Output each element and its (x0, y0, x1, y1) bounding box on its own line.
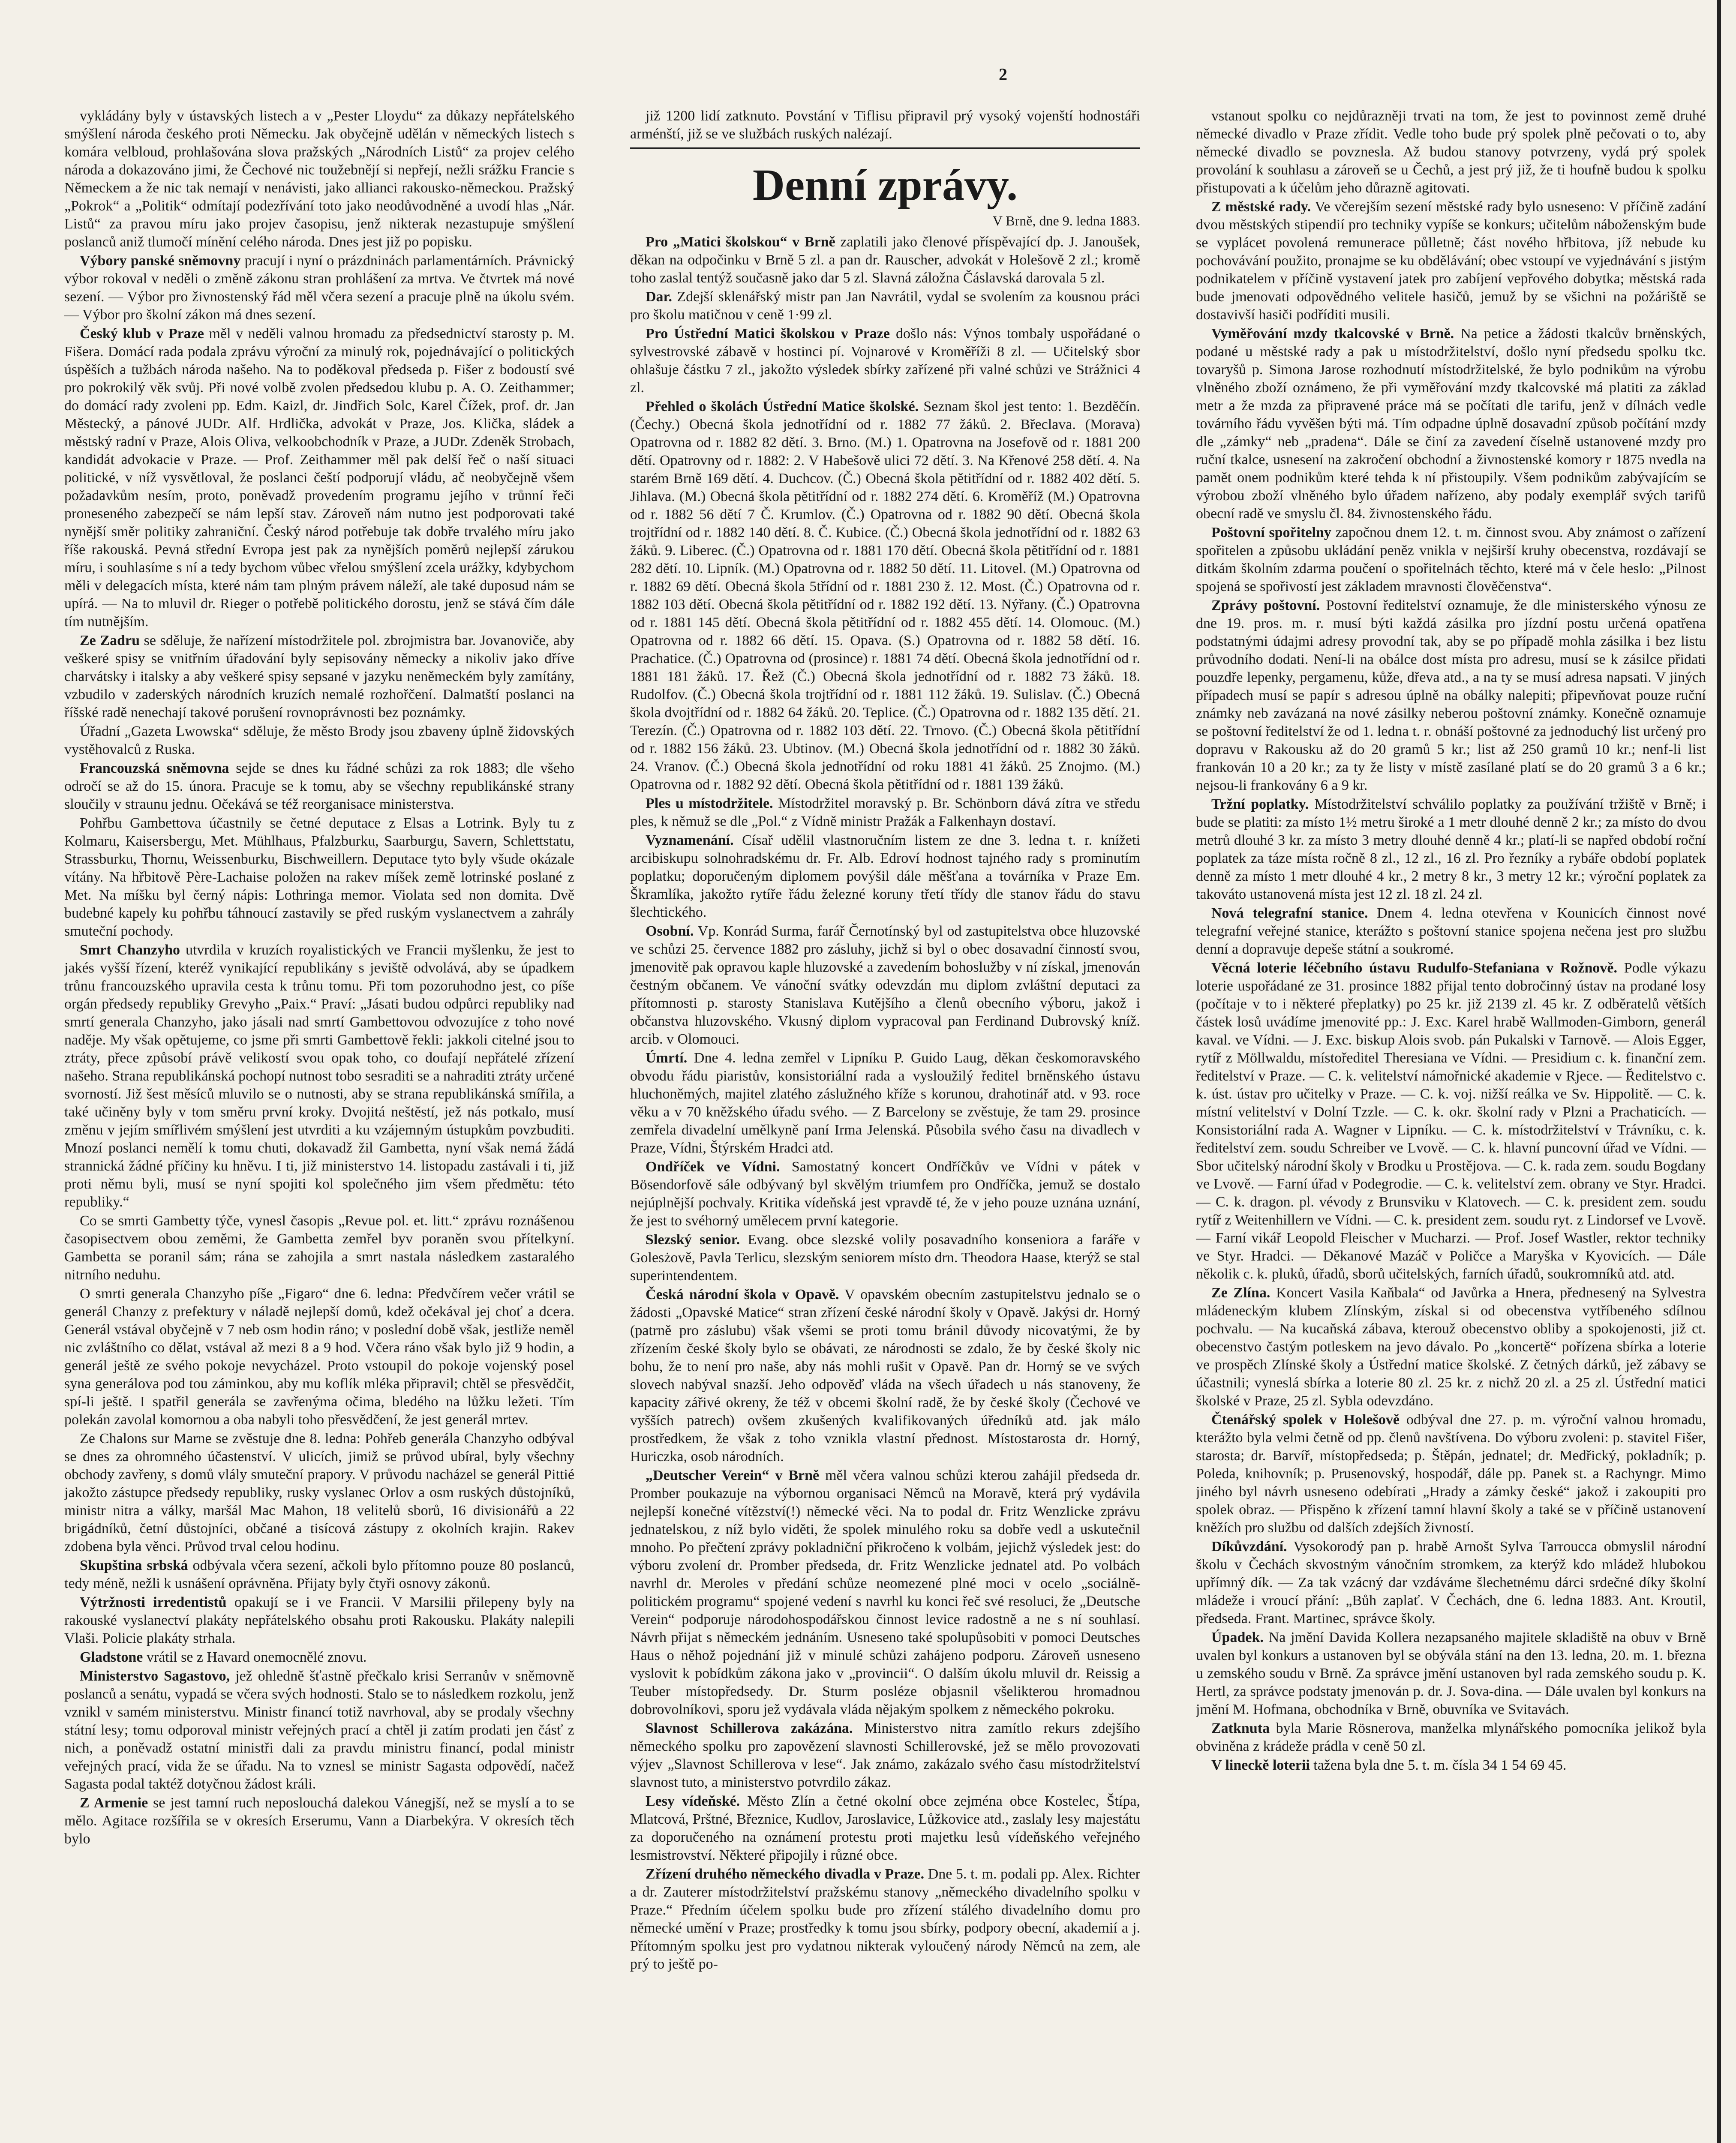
section-rule (630, 147, 1140, 149)
article-text: Město Zlín a četné okolní obce zejména obce Kostelec, Štípa, Mlatcová, Prštné, Březnice, Kudlov, Jaroslavice, Lůžkovice atd., zaslaly lesy majestátu za doporučeného na oznámení protestu proti majetku lesů vídeňského veřejného lesmistrovství. Některé připojily i různé obce. (630, 1793, 1140, 1863)
article-heading: Ondříček ve Vídni. (646, 1159, 780, 1175)
article-paragraph (64, 1648, 574, 1666)
article-paragraph (1196, 904, 1706, 958)
article-paragraph (64, 325, 574, 631)
article-paragraph (1196, 1411, 1706, 1537)
article-text: Seznam škol jest tento: 1. Bezděčín. (Čechy.) Obecná škola jednotřídní od r. 1882 77 žáků. 2. Břeclava. (Morava) Opatrovna od r. 1882 82 dětí. 3. Brno. (M.) 1. Opatrovna na Josefově od r. 1881 200 dětí. Opatrovny od r. 1882: 2. V Habešově ulici 72 dětí. 3. Na Křenové 258 dětí. 4. Na starém Brně 169 dětí. 4. Duchcov. (Č.) Obecná škola pětitřídní od r. 1882 402 dětí. 5. Jihlava. (M.) Obecná škola pětitřídní od r. 1882 274 dětí. 6. Kroměříž (M.) Opatrovna od r. 1882 56 dětí 7 Č. Krumlov. (Č.) Opatrovna od r. 1882 90 dětí. Obecná škola trojtřídní od r. 1882 140 dětí. 8. Č. Kubice. (Č.) Obecná škola jednotřídní od r. 1882 63 žáků. 9. Liberec. (Č.) Opatrovna od r. 1881 170 dětí. Obecná škola pětitřídní od r. 1881 282 dětí. 10. Lipník. (M.) Opatrovna od r. 1882 50 dětí. 11. Litovel. (M.) Opatrovna od r. 1882 69 dětí. Obecná škola 5třídní od r. 1881 230 ž. 12. Most. (Č.) Opatrovna od r. 1882 103 dětí. Obecná škola pětitřídní od r. 1882 192 dětí. 13. Nýřany. (Č.) Opatrovna od r. 1881 145 dětí. Obecná škola pětitřídní od r. 1882 455 dětí. 14. Olomouc. (M.) Opatrovna od r. 1882 66 dětí. 15. Opava. (S.) Opatrovna od r. 1882 58 dětí. 16. Prachatice. (Č.) Opatrovna od (prosince) r. 1881 74 dětí. Obecná škola jednotřídní od r. 1881 181 žáků. 17. Řež (Č.) Obecná škola jednotřídní od r. 1882 73 žáků. 18. Rudolfov. (Č.) Obecná škola trojtřídní od r. 1881 112 žáků. 19. Sulislav. (Č.) Obecná škola dvojtřídní od r. 1882 64 žáků. 20. Teplice. (Č.) Opatrovna od r. 1882 135 dětí. 21. Terezín. (Č.) Opatrovna od r. 1882 103 dětí. 22. Trnovo. (Č.) Obecná škola pětitřídní od r. 1882 156 žáků. 23. Ubtinov. (M.) Obecná škola jednotřídní od r. 1882 30 žáků. 24. Vranov. (Č.) Obecná škola jednotřídní od roku 1881 41 žáků. 25 Znojmo. (M.) Opatrovna od r. 1882 92 dětí. Obecná škola pětitřídní od r. 1881 139 žáků. (630, 399, 1140, 792)
article-paragraph (630, 1231, 1140, 1285)
column-politics (64, 107, 574, 2143)
article-heading: Zatknuta (1211, 1720, 1270, 1736)
article-text: Samostatný koncert Ondříčkův ve Vídni v pátek v Bösendorfově sále odbývaný byl skvělým triumfem pro Ondříčka, jemuž se dostalo nejúplnější pochvaly. Kritika vídeňská jest vpravdě té, že v jeho pouze uznána uznání, že jest to svéhorný umělecem první kategorie. (630, 1159, 1140, 1229)
article-heading: Česká národní škola v Opavě. (646, 1287, 839, 1303)
article-paragraph (630, 1286, 1140, 1466)
article-text: došlo nás: Výnos tombaly uspořádané o sylvestrovské zábavě v hostinci pí. Vojnarové v Kroměříži 8 zl. — Učitelský sbor ohlašuje částku 7 zl., jakožto výsledek sbírky zařízené při valné schůzi ve Strážnici 4 zl. (630, 326, 1140, 396)
article-paragraph (1196, 107, 1706, 197)
article-heading: Úmrtí. (646, 1050, 688, 1066)
article-text: Pohřbu Gambettova účastnily se četné deputace z Elsas a Lotrink. Byly tu z Kolmaru, Kaisersbergu, Met. Mühlhaus, Pfalzburku, Saarburgu, Savern, Schlettstatu, Strassburku, Thornu, Weissenburku, Bischweillern. Deputace tyto byly všude okázale vítány. Na hřbitově Père-Lachaise položen na rakev míšek země lotrinské poslané z Met. Na míšku byl černý nápis: Lothringa memor. Violata sed non domita. Dvě budebné kapely ku pohřbu táhnoucí zastavily se před ruským vyslanectvem a zahrály smuteční pochody. (64, 815, 574, 939)
article-heading: Zprávy poštovní. (1211, 597, 1320, 613)
article-text: Vysokorodý pan p. hrabě Arnošt Sylva Tarroucca obmyslil národní školu v Čechách skvostným vánočním stromkem, za kterýž kdo mládež hlubokou upřímný dík. — Za tak vzácný dar vzdáváme šlechetnému dárci srdečné díky školní mládeže i vroucí přání: „Bůh zaplať. V Čechách, dne 6. ledna 1883. Ant. Kroutil, předseda. Frant. Martinec, správce školy. (1196, 1539, 1706, 1627)
article-heading: Dar. (646, 289, 673, 305)
article-text: Úřadní „Gazeta Lwowska“ sděluje, že město Brody jsou zbaveny úplně židovských vystěhovalců z Ruska. (64, 723, 574, 757)
article-text: vstanout spolku co nejdůrazněji trvati na tom, že jest to povinnost země druhé německé divadlo v Praze zřídit. Vedle toho bude prý spolek plně pečovati o to, aby německé divadlo se povznesla. Až budou stanovy potvrzeny, vydá prý spolek provolání k souhlasu a zároveň se u Čechů, a jest prý již, že ti houfně budou k spolku přistupovati a k účelům jeho důrazně agitovati. (1196, 108, 1706, 196)
article-paragraph (64, 252, 574, 324)
article-paragraph (1196, 198, 1706, 324)
article-heading: Ministerstvo Sagastovo, (80, 1668, 230, 1684)
article-text: Podle výkazu loterie uspořádané ze 31. prosince 1882 přijal tento dobročinný ústav na prodané losy (počítaje v to i některé přeplatky) po 25 kr. již 2139 zl. 45 kr. Z odběratelů větších částek losů uvádíme jmenovité pp.: J. Exc. Karel hrabě Wallmoden-Gimborn, generál kaval. ve Vídni. — J. Exc. biskup Alois svob. pán Pukalski v Tarnově. — Alois Egger, rytíř z Möllwaldu, místoředitel Theresiana ve Vídni. — Presidium c. k. finanční zem. ředitelství v Praze. — C. k. velitelství námořnické akademie v Rjece. — Ředitelstvo c. k. úst. ústav pro učitelky v Praze. — C. k. voj. nižší reálka ve Sv. Hippolitě. — C. k. místní velitelství v Dolní Tzzle. — C. k. okr. školní rady v Plzni a Prachaticích. — Konsistoriální rada A. Wagner v Lipníku. — C. k. místodržitelství v Trávníku, c. k. ředitelství zem. soudu Schreiber ve Lvově. — C. k. hlavní puncovní úřad ve Vídni. — Sbor učitelský národní školy v Brodku u Prostějova. — C. k. rada zem. soudu Bogdany ve Lvově. — Farní úřad v Podegrodie. — C. k. velitelství zem. obrany ve Styr. Hradci. — C. k. dragon. pl. vévody z Brunsviku v Klatovech. — C. k. president zem. soudu rytíř z Weitenhillern ve Vídni. — C. k. president zem. soudu ryt. z Lindorsef ve Lvově. — Farní vikář Leopold Fleischer v Mucharzi. — Prof. Josef Wastler, rektor techniky ve Styr. Hradci. — Děkanové Mazáč v Poličce a Maryška v Kyovicích. — Dále několik c. k. pluků, úřadů, sborů učitelských, farních úřadů, soukromníků atd. atd. (1196, 960, 1706, 1282)
article-paragraph (1196, 1538, 1706, 1628)
article-text: měl v neděli valnou hromadu za předsednictví starosty p. M. Fišera. Domácí rada podala zprávu výroční za minulý rok, pojednávající o politických úspěších a tužbách národa našeho. Na to poděkoval předseda p. Fišer z bodoustí své pro pokrokilý věk svůj. Při nové volbě zvolen předsedou klubu p. A. O. Zeithammer; do domácí rady zvoleni pp. Edm. Kaizl, dr. Jindřich Solc, Karel Čížek, prof. dr. Jan Městecký, a pánové JUDr. Alf. Hrdlička, advokát v Praze, Jos. Klička, sládek a městský radní v Praze, Alois Oliva, velkoobchodník v Praze, a JUDr. Zdeněk Strobach, kandidát advokacie v Praze. — Prof. Zeithammer měl pak delší řeč o naší situaci politické, v níž vysvětloval, že poslanci čeští podporují vládu, ač neobyčejně všem požadavkům nesím, proto, poněvadž provedením programu jejího v trůnní řeči proneseného zabezpečí se nám lepší stav. Zároveň nám nutno jest podporovati také nynější směr politiky zahraniční. Český národ potřebuje tak dobře trvalého míru jako říše rakouská. Pevná střední Evropa jest pak za nynějších poměrů nejlepší zárukou míru, i souhlasíme s ní a tedy bychom vůbec vřelou smýšlení zcela urážky, kdybychom měli v delegacích místa, které nám tam plným právem náleží, ale také duposud nám se upírá. — Na to mluvil dr. Rieger o potřebě politického dorostu, jenž se stává čím dále tím nutnějším. (64, 326, 574, 630)
column-body (630, 233, 1140, 1973)
article-heading: Slezský senior. (646, 1232, 740, 1248)
article-text: byla Marie Rösnerova, manželka mlynářského pomocníka jelikož byla obviněna z krádeže prádla v ceně 50 zl. (1196, 1720, 1706, 1754)
article-heading: Slavnost Schillerova zakázána. (646, 1720, 853, 1736)
article-heading: Úpadek. (1211, 1630, 1264, 1645)
article-paragraph (630, 1049, 1140, 1157)
article-text: odbývala včera sezení, ačkoli bylo přítomno pouze 80 poslanců, tedy méně, nežli k usnášení oprávněna. Přijaty byly čtyři osnovy zákonů. (64, 1558, 574, 1591)
article-paragraph (1196, 1720, 1706, 1756)
article-heading: Výbory panské sněmovny (80, 253, 241, 269)
column-intro: již 1200 lidí zatknuto. Povstání v Tiflisu připravil prý vysoký vojenští hodnostáři arménští, již se ve službách ruských nalézají. (630, 108, 1140, 142)
article-paragraph (630, 325, 1140, 397)
article-text: opakují se i ve Francii. V Marsilii přilepeny byly na rakouské vyslanectví plakáty nepřátelského obsahu proti Rakousku. Plakáty nalepili Vlaši. Policie plakáty strhala. (64, 1594, 574, 1646)
article-heading: Výtržnosti irredentistů (80, 1594, 227, 1610)
article-paragraph (630, 831, 1140, 921)
article-heading: Věcná loterie léčebního ústavu Rudulfo-Stefaniana v Rožnově. (1211, 960, 1617, 976)
article-text: Na petice a žádosti tkalcův brněnských, podané u městské rady a pak u místodržitelství, došlo nyní předsedu spolku tkc. tovaryšů p. Simona Jarose rozhodnutí místodržitelské, že bylo podnikům na výrobu vlněného zboží oznámeno, že při vyměřování mzdy tkalcovské má platiti za základ metr a že mzda za připravené práce má se počítati dle tarifu, jenž v dílnách vedle továrního řádu vyvěšen býti má. Tím odpadne úplně dosavadní způsob počítání mzdy dle „zámky“ neb „pradena“. Dále se činí za zavedení číselně ustanovené mzdy pro ruční tkalce, usnesení na zakročení obchodní a živnostenské komory r 1875 nvedla na pamět onem podnikům které tehda k ní přistoupily. Všem podnikům zabývajícím se výrobou zboží vlněného bylo úřadem nařízeno, aby podaly exemplář svých tarifů obecní radě ve smyslu čl. 84. živnostenského řádu. (1196, 326, 1706, 522)
column-daily-news (630, 107, 1140, 2143)
article-text: Ve včerejším sezení městské rady bylo usneseno: V příčině zadání dvou městských stipendií pro techniky vypíše se konkurs; učitelům náboženským bude se vyplácet povolená remunerace půlletně; část nového hřbitova, jíž nebude ku pochovávání použito, pronajme se ku obdělávání; obec vstoupí ve vyjednávání s jistým podnikatelem v příčině vystavení jatek pro zabíjení vepřového dobytka; městská rada bude jmenovati odpovědného velitele hasičů, jemuž by se všichni na požáriště se dostavivší hasiči podříditi musili. (1196, 199, 1706, 323)
article-paragraph (64, 1285, 574, 1429)
article-heading: Francouzská sněmovna (80, 760, 229, 776)
article-heading: Z městské rady. (1211, 199, 1311, 215)
article-heading: Vyznamenání. (646, 832, 734, 848)
article-heading: Ze Zadru (80, 633, 140, 648)
article-text: měl včera valnou schůzi kterou zahájil předseda dr. Promber poukazuje na výbornou organisaci Němců na Moravě, která prý vydávila nejlepší konečné vítězství(!) německé věci. Na to podal dr. Fritz Wenzlicke zprávu jednatelskou, z níž bylo viděti, že spolek minulého roku sa dobře vedl a uskutečnil mnoho. Po přečtení zprávy pokladniční přikročeno k volbám, jejichž výsledek jest: do výboru zvolení dr. Promber předseda, dr. Fritz Wenzlicke jednatel atd. Po volbách navrhl dr. Meroles v předání schůze neomezené plné moci v ocelo „sociálně-politickém programu“ spojené vedení s navrhl ku konci řeč své resoluci, že „Deutsche Verein“ podporuje národohospodářskou činnost levice radostně a ne s ní souhlasí. Návrh přijat s německém jednáním. Usneseno také spolupůsobiti v pomoci Deutsches Haus o něhož pojednání již v minulé schůzi zahájeno podporu. Zároveň usneseno vyslovit k pobídkům zákona jako v „provincii“. O dalším úkolu mluvil dr. Reissig a Teuber místopředsedy. Dr. Sturm posléze objasnil všelikterou hromadnou dobrovolníkovi, sporu jež vydávala vláda nějakým spolkem z německého pokroku. (630, 1468, 1140, 1717)
column-news-continued (1196, 107, 1706, 2143)
article-text: vrátil se z Havard onemocnělé znovu. (146, 1649, 367, 1665)
article-text: Místodržitelství schválilo poplatky za používání tržiště v Brně; i bude se platiti: za místo 1½ metru široké a 1 metr dlouhé denně 2 kr.; za místo do dvou metrů dlouhé 3 kr. za místo 3 metry dlouhé denně 4 kr.; platí-li se napřed období roční poplatek za táze místa ročně 8 zl., 12 zl., 16 zl. Pro řezníky a rybáře období poplatek denně za místo 1 metr dlouhé 4 kr., 2 metry 8 kr., 3 metry 12 kr.; výroční poplatek za takováto ustanovená místa jest 12 zl. 18 zl. 24 zl. (1196, 796, 1706, 902)
article-paragraph (1196, 1756, 1706, 1774)
article-text: V opavském obecním zastupitelstvu jednalo se o žádosti „Opavské Matice“ stran zřízení české národní školy v Opavě. Jakýsi dr. Horný (patrně pro záslubu) však všemi se proti tomu bránil důvody nicovatými, že by zřízením české školy bylo se obávati, ze národnosti se zdalo, že by české školy nic bohu, že to není pro naše, aby nás mohli rušit v Opavě. Pan dr. Horný se ve svých slovech nabýval snazší. Jeho odpověď vláda na všech úřadech u nás stanoveny, že kapacity zářivé okreny, že též v obcemi školní radě, že by české školy (Čechové ve vyšších patrech) ovšem zkušených kvalifikovaných úředníků atd. jak málo prostředkem, že však z toho vznikla vlastní přednost. Místostarosta dr. Horný, Huriczka, osob národních. (630, 1287, 1140, 1465)
article-heading: Lesy vídeňské. (646, 1793, 740, 1809)
article-text: Vp. Konrád Surma, farář Černotínský byl od zastupitelstva obce hluzovské ve schůzi 25. července 1882 pro zásluhy, jichž si byl o obec dosavadní činností svou, jmenovitě pak opravou kaple hluzovské a zavedením bohoslužby v ní získal, jmenován čestným občanem. Ve vánoční svátky odevzdán mu diplom zvláštní deputaci za přítomnosti p. starosty Stanislava Kutějšího a členů obecního výboru, jakož i občanstva hluzovského. Vkusný diplom vypracoval pan Ferdinand Dubrovský kníž. arcib. v Olomouci. (630, 923, 1140, 1047)
article-text: vykládány byly v ústavských listech a v „Pester Lloydu“ za důkazy nepřátelského smýšlení národa českého proti Německu. Jak obyčejně udělán v německých listech s komára velbloud, prohlašována slova pražských „Národních Listů“ za projev celého národa a dokazováno jimi, že Čechové nic toužebnějí si nepřejí, nežli srážku Francie s Německem a že nic tak nemají v nenávisti, jako allianci rakousko-německou. Pražský „Pokrok“ a „Politik“ odmítají podezřívání toto jako neodůvodněné a uvodí hlas „Nár. Listů“ za pravou míru jako projev časopisu, jenž nikterak nezastupuje smýšlení poslanců aniž tlumočí mínění celého národa. Dnes jest již po popisku. (64, 108, 574, 250)
article-heading: Ples u místodržitele. (646, 795, 773, 811)
article-text: se jest tamní ruch neposlouchá dalekou Vánegjší, než se myslí a to se mělo. Agitace rozšířila se v okresích Erserumu, Vann a Diarbekýra. V okresích těch bylo (64, 1795, 574, 1847)
article-text: započnou dnem 12. t. m. činnost svou. Aby známost o zařízení spořitelen a způsobu ukládání peněz vnikla v nejširší kruhy obecenstva, rozdávají se ditkám školním zdarma poučení o spořitelnách těchto, které má v čele heslo: „Pilnost spojená se spořivostí jest základem mravnosti člověčenstva“. (1196, 525, 1706, 594)
article-heading: „Deutscher Verein“ v Brně (646, 1468, 820, 1483)
article-paragraph (1196, 959, 1706, 1283)
article-heading: Poštovní spořitelny (1211, 525, 1331, 540)
article-paragraph (630, 233, 1140, 287)
article-paragraph (64, 107, 574, 251)
article-text: Místodržitel moravský p. Br. Schönborn dává zítra ve středu ples, k němuž se dle „Pol.“ z Vídně ministr Pražák a Falkenhayn dostaví. (630, 795, 1140, 829)
article-text: Co se smrti Gambetty týče, vynesl časopis „Revue pol. et. litt.“ zprávu roznášenou časopisectvem obou zeměmi, že Gambetta zemřel byv poraněn svou přítelkyní. Gambetta se poranil sám; rána se zahojila a smrt nastala následkem zastaralého nitrního neduhu. (64, 1213, 574, 1283)
article-paragraph (64, 1557, 574, 1593)
article-paragraph (1196, 597, 1706, 795)
article-paragraph (630, 1720, 1140, 1792)
article-paragraph (1196, 1629, 1706, 1719)
article-text: sejde se dnes ku řádné schůzi za rok 1883; dle všeho odročí se až do 15. února. Pracuje se k tomu, aby se všechny republikánské strany sloučily v straunu jednu. Očekává se též reorganisace ministerstva. (64, 760, 574, 812)
article-text: Postovní ředitelství oznamuje, že dle ministerského výnosu ze dne 19. pros. m. r. musí býti každá zásilka pro jízdní postu určená opatřena podstatnými údajmi adresy provodní tak, aby se po případě mohla zásilka i bez listu průvodního dodati. Není-li na obálce dost místa pro adresu, musí se k zásilce přidati pouzdře lepenky, pergamenu, kůže, dřeva atd., a na ty se musí adresa napsati. V jiných případech musí se papír s adresou úplně na obálky nalepiti; připevňovat pouze ruční známky neb zavázaná na nové zásilky neberou poštovní známky. Konečně oznamuje se poštovní ředitelství že od 1. ledna t. r. obnáší poštovné za jednoduchý list určený pro dopravu v Rakousku až do 20 gramů 5 kr.; list až 250 gramů 10 kr.; nenf-li list frankován 10 a 20 kr.; za ty že listy v místě zasílané platí se do 20 gramů 3 a 6 kr.; nejsou-li frankovány 6 a 9 kr. (1196, 597, 1706, 793)
article-text: Ze Chalons sur Marne se zvěstuje dne 8. ledna: Pohřeb generála Chanzyho odbýval se dnes za ohromného účastenství. V ulicích, jimiž se průvod ubíral, byly všechny obchody zavřeny, s domů vlály smuteční prapory. V průvodu nacházel se generál Pittié jakožto zástupce předsedy republiky, rusky vyslanec Orlov a osm ruských důstojníků, ministr nitra a války, maršál Mac Mahon, 18 velitelů sborů, 16 divisionářů a 22 brigádníků, četní důstojníci, občané a tisícová zástupy z okolních krajin. Rakev zdobena byla věnci. Průvod trval celou hodinu. (64, 1431, 574, 1555)
article-paragraph (630, 1467, 1140, 1719)
article-paragraph (630, 1158, 1140, 1230)
article-heading: Pro „Matici školskou“ v Brně (646, 234, 835, 250)
article-heading: Přehled o školách Ústřední Matice školské. (646, 399, 919, 414)
article-paragraph (64, 723, 574, 759)
article-paragraph (64, 1430, 574, 1556)
article-heading: Smrt Chanzyho (80, 942, 180, 958)
section-title: Denní zprávy. (752, 160, 1018, 210)
article-paragraph (64, 1667, 574, 1793)
article-heading: Čtenářský spolek v Holešově (1211, 1412, 1400, 1428)
article-heading: Zřízení druhého německého divadla v Praze. (646, 1866, 925, 1882)
article-text: Na jmění Davida Kollera nezapsaného majitele skladiště na obuv v Brně uvalen byl konkurs a ustanoven byl se obývála stání na den 13. ledna, 20. m. 1. března u zemského soudu v Brně. Za správce jmění ustanoven byl rada zemského soudu p. K. Hertl, za správce podstaty jmenován p. dr. J. Sova-dina. — Dále uvalen byl konkurs na jmění M. Hofmana, obchodníka v Brně, obuvníka ve Svitavách. (1196, 1630, 1706, 1717)
article-paragraph (1196, 524, 1706, 596)
article-paragraph (64, 814, 574, 940)
article-text: Koncert Vasila Kaňbala“ od Javůrka a Hnera, přednesený na Sylvestra mládeneckým klubem Zlínským, získal si od obecenstva vytříbeného sdílnou pochvalu. — Na kucaňská zábava, kterouž obecenstvo obliby a spokojenosti, již ct. obecenstvo častým potleskem na jevo dávalo. Po „koncertě“ pořízena sbírka a loterie ve prospěch Zlínské školy a Ústřední matice školské. Z četných dárků, jež zábavy se účastnili; vyneslá sbírka a loterie 80 zl. 25 kr. z nichž 20 zl. a 25 zl. Ústřední matici školské v Praze, 25 zl. Sybla odevzdáno. (1196, 1285, 1706, 1409)
article-text: Ministerstvo nitra zamítlo rekurs zdejšího německého spolku pro zapovězení slavnosti Schillerovské, jež se mělo provozovati výjev „Slavnost Schillerova v lese“. Jak známo, zakázalo svého času místodržitelství slavnost tuto, a ministerstvo potvrdilo zákaz. (630, 1720, 1140, 1790)
article-paragraph (630, 922, 1140, 1048)
article-heading: Osobní. (646, 923, 694, 939)
article-text: odbýval dne 27. p. m. výroční valnou hromadu, kterážto byla velmi četně od pp. členů navštívena. Do výboru zvoleni: p. stavitel Fišer, starosta; dr. Barvíř, místopředseda; p. Štěpán, jednatel; dr. Medřický, pokladník; p. Poleda, knihovník; p. Prusenovský, hospodář, dále pp. Panek st. a Rachyngr. Mimo jiného byl návrh usneseno odebírati „Hrady a zámky české“ jakož i zakoupiti pro spolek obraz. — Přispěno k zřízení tamní hlavní školy a také se v příčině ustanovení kněžích pro službu od dalších zdejších živností. (1196, 1412, 1706, 1536)
article-heading: V lineckě loterii (1211, 1757, 1310, 1773)
article-text: jež ohledně šťastně přečkalo krisi Serranův v sněmovně poslanců a senátu, vypadá se včera svých hodnosti. Stalo se to následkem rozkolu, jenž vznikl v samém ministerstvu. Ministr financí totiž navrhoval, aby se prodaly všechny státní lesy; tomu odporoval ministr veřejných prací a chtěl ji zatím prodati jen čásť z nich, a poněvadž ostatní ministři dali za pravdu ministru financí, podal ministr veřejných prací, vida že se úřadu. Na to vznesl se ministr Sagasta odpovědí, načež Sagasta podal taktéž dotyčnou žádost králi. (64, 1668, 574, 1792)
article-heading: Vyměřování mzdy tkalcovské v Brně. (1211, 326, 1454, 342)
article-heading: Z Armenie (80, 1795, 148, 1811)
article-paragraph (64, 759, 574, 813)
article-paragraph (630, 1792, 1140, 1864)
article-heading: Český klub v Praze (80, 326, 204, 342)
article-text: Dne 5. t. m. podali pp. Alex. Richter a dr. Zauterer místodržitelství pražskému stanovy „německého divadelního spolku v Praze.“ Předním účelem spolku bude pro zřízení stálého divadelního domu pro německé umění v Praze; prostředky k tomu jsou sbírky, podpory obecní, akademií a j. Přítomným spolku jest pro vydatnou nikterak vyloučený národy Němců na zem, ale prý to ještě po- (630, 1866, 1140, 1972)
dateline: V Brně, dne 9. ledna 1883. (992, 213, 1140, 228)
article-paragraph (630, 398, 1140, 794)
article-paragraph (64, 941, 574, 1211)
article-paragraph (1196, 1284, 1706, 1410)
article-paragraph (630, 288, 1140, 324)
article-paragraph (630, 795, 1140, 831)
article-paragraph (64, 1594, 574, 1648)
article-paragraph (1196, 795, 1706, 903)
article-text: Zdejší sklenářský mistr pan Jan Navrátil, vydal se svolením za kousnou práci pro školu matičnou v ceně 1·99 zl. (630, 289, 1140, 323)
article-heading: Ze Zlína. (1211, 1285, 1270, 1301)
article-paragraph (64, 632, 574, 722)
article-heading: Gladstone (80, 1649, 143, 1665)
article-text: pracují i nyní o prázdninách parlamentárních. Právnický výbor rokoval v neděli o změně zákonu stran prohlášení za mrtva. Ve čtvrtek má nové sezení. — Výbor pro živnostenský řád měl včera sezení a pracuje plně na úkolu svém. — Výbor pro školní zákon má dnes sezení. (64, 253, 574, 323)
page-edge-line (1717, 0, 1721, 2143)
article-paragraph (64, 1212, 574, 1284)
article-paragraph (1196, 325, 1706, 523)
article-heading: Tržní poplatky. (1211, 796, 1309, 812)
article-paragraph (630, 1865, 1140, 1973)
article-text: O smrti generala Chanzyho píše „Figaro“ dne 6. ledna: Předvčírem večer vrátil se generál Chanzy z prefektury v náladě nejlepší domů, kdež očekával jej choť a dcera. Generál vstával obyčejně v 7 neb osm hodin ráno; v poslední době však, jestliže neměl nic zvláštního co dělat, vstával až mezi 8 a 9 hod. Včera ráno však bylo již 9 hodin, a generál ještě ze svého pokoje nevycházel. Proto vstoupil do pokoje vojenský posel syna generálova pod tou záminkou, aby mu koflík mléka připravil; chtěl se přesvědčit, spí-li ještě. I spatřil generála se zavřenýma očima, bledého na lůžku ležeti. Tím polekán zavolal komornou a oba nabyli toho přesvědčení, že jest generál mrtev. (64, 1286, 574, 1428)
article-text: tažena byla dne 5. t. m. čísla 34 1 54 69 45. (1313, 1757, 1567, 1773)
article-text: Dne 4. ledna zemřel v Lipníku P. Guido Laug, děkan českomoravského obvodu řádu piaristův, konsistoriální rada a vysloužilý ředitel brněnského ústavu hluchoněmých, majitel zlatého záslužného kříže s korunou, drahotinář atd. v 93. roce věku a v 70 kněžského úřadu svého. — Z Barcelony se zvěstuje, že tam 29. prosince zemřela divadelní umělkyně paní Irma Jelenská. Působila svého času na divadlech v Praze, Vídni, Štýrském Hradci atd. (630, 1050, 1140, 1156)
article-text: Evang. obce slezské volily posavadního konseniora a faráře v Golesżově, Pavla Terlicu, slezským seniorem místo drn. Theodora Haase, kterýž se stal superintendentem. (630, 1232, 1140, 1284)
article-heading: Díkůvzdání. (1211, 1539, 1287, 1555)
article-text: se sděluje, že nařízení místodržitele pol. zbrojmistra bar. Jovanoviče, aby veškeré spisy se vnitřním úřadování byly sepisovány německy a nikoliv jako dříve charvátsky i italsky a aby veškeré spisy sepsané v jazyku neněmeckém byly zamítány, vzbudilo v zaderských národních kruzích nemalé rozhořčení. Dalmatští poslanci na říšské radě nenechají takové porušení rovnoprávnosti bez poznámky. (64, 633, 574, 720)
article-text: Císař udělil vlastnoručním listem ze dne 3. ledna t. r. knížeti arcibiskupu solnohradskému dr. Fr. Alb. Edroví hodnost tajného rady s prominutím poplatku; doporučeným diplomem povýšil dále měšťana a továrníka v Praze Em. Škramlíka, jakožto rytíře řádu železné koruny třetí třídy dle stanov řádu do stavu šlechtického. (630, 832, 1140, 920)
article-heading: Pro Ústřední Matici školskou v Praze (646, 326, 890, 342)
article-text: Dnem 4. ledna otevřena v Kounicích činnost nové telegrafní veřejné stanice, kterážto s poštovní stanice spojena nečena jest pro službu denní a dopravuje depeše státní a soukromé. (1196, 905, 1706, 957)
article-text: zaplatili jako členové příspěvající dp. J. Janoušek, děkan na odpočinku v Brně 5 zl. a pan dr. Rauscher, advokát v Holešově 2 zl.; kromě toho zaslal tentýž současně jako dar 5 zl. Slavná záložna Čáslavská darovala 5 zl. (630, 234, 1140, 286)
article-paragraph (64, 1794, 574, 1848)
article-text: utvrdila v kruzích royalistických ve Francii myšlenku, že jest to jakés vyšší řízení, kteréž vynikající republikány s jeviště odvolává, aby se úpadkem trůnu francouzského upravila cesta k trůnu tomu. Při tom pozoruhodno jest, co píše orgán předsedy republiky Grevyho „Paix.“ Praví: „Jásati budou odpůrci republiky nad smrtí generala Chanzyho, jako jásali nad smrtí Gambettovou odvozujíce z toho nové naděje. My však opětujeme, co jsme při smrti Gambettově řekli: jakkoli citelné jsou to ztráty, přece způsobí právě velikostí svou opak toho, co doufají nepřátelé zřízení našeho. Strana republikánská pochopí nutnost tobo sesraditi se a nahraditi ztráty určené svorností. Již šest měsíců mluvilo se o nutnosti, aby se strana republikánská smířila, a také učiněny byly v tom směru první kroky. Dvojitá neštěstí, jež nás potkalo, musí změnu v jejím smířlivém smýšlení jest utvrditi a ku vzájemným ústupkům povzbuditi. Mnozí poslanci nemělí k tomu chuti, dokavadž žil Gambetta, nyní však nemá žádá strannická žádné příčiny ku hněvu. I ti, již ministerstvo 14. listopadu zastávali i ti, již proti němu byli, musí se nyní spojiti kol společného jim všem předmětu: této republiky.“ (64, 942, 574, 1210)
article-heading: Skupština srbská (80, 1558, 188, 1573)
page-number: 2 (999, 65, 1007, 84)
article-heading: Nová telegrafní stanice. (1211, 905, 1368, 921)
